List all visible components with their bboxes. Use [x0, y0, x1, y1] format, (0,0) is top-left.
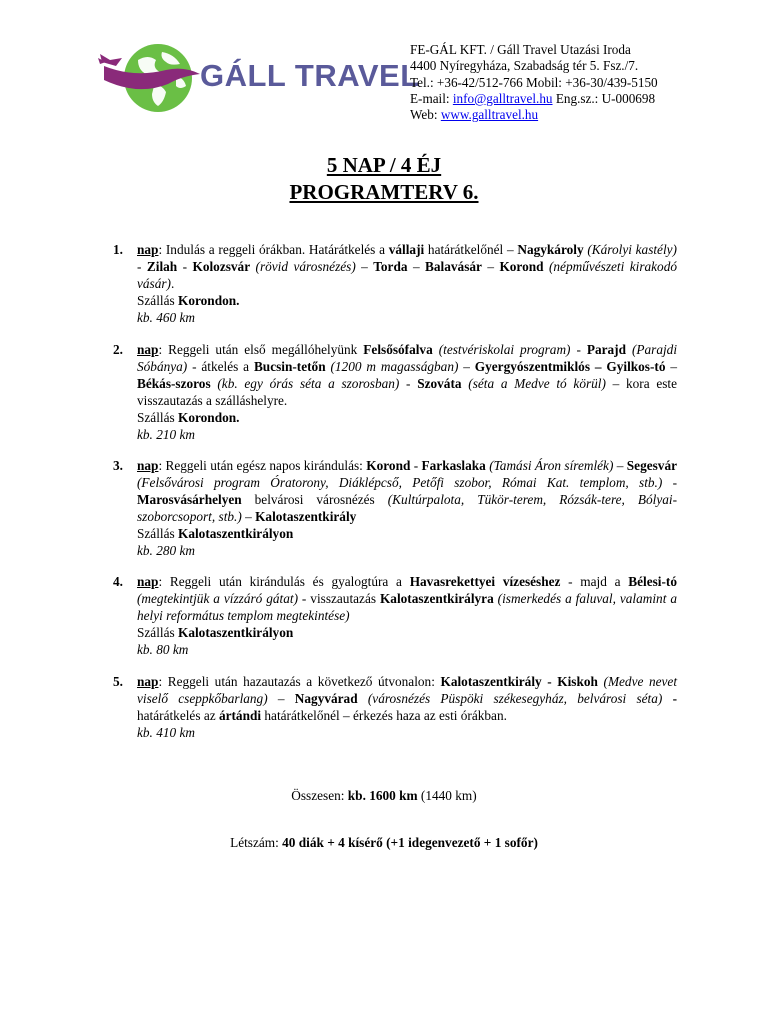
globe-plane-icon [96, 40, 206, 120]
total-label: Összesen: [291, 788, 348, 803]
web-label: Web: [410, 107, 438, 123]
headcount [0, 834, 768, 851]
contact-block [410, 42, 658, 123]
day-distance: kb. 460 km [137, 309, 195, 325]
day-distance: kb. 280 km [137, 542, 195, 558]
email-link[interactable]: info@galltravel.hu [452, 90, 553, 106]
total-distance [0, 787, 768, 804]
day-item [113, 458, 677, 559]
day-number: 4. [113, 574, 123, 589]
day-item [113, 342, 677, 443]
company-name: FE-GÁL KFT. / Gáll Travel Utazási Iroda [410, 42, 631, 57]
company-address: 4400 Nyíregyháza, Szabadság tér 5. Fsz./7. [410, 58, 639, 74]
headcount-value: 40 diák + 4 kísérő (+1 idegenvezető + 1 sofőr) [282, 835, 538, 850]
web-link[interactable]: www.galltravel.hu [440, 107, 539, 123]
headcount-label: Létszám: [230, 835, 283, 850]
company-phone: Tel.: +36-42/512-766 Mobil: +36-30/439-5150 [410, 74, 658, 90]
day-lodging: Szállás Korondon. [137, 409, 240, 425]
document-title [0, 152, 768, 206]
email-line [410, 91, 658, 107]
day-lodging: Szállás Korondon. [137, 292, 240, 308]
day-number: 5. [113, 674, 123, 689]
day-number: 1. [113, 242, 123, 257]
day-distance: kb. 80 km [137, 641, 189, 657]
total-value: kb. 1600 km [347, 788, 418, 803]
galltravel-logo [96, 40, 420, 120]
web-line [410, 107, 658, 123]
total-alt: (1440 km) [417, 788, 477, 803]
license-number: Eng.sz.: U-000698 [555, 90, 656, 106]
title-line-2: PROGRAMTERV 6. [289, 180, 479, 204]
day-description: nap: Reggeli után kirándulás és gyalogtúra a Havasrekettyei vízeséshez - majd a Bélesi-tó (megtekintjük a vízzáró gátat) - visszautazás Kalotaszentkirályra (ismerkedés a faluval, valamint a helyi református templom megtekintése) [137, 574, 677, 623]
day-item [113, 574, 677, 659]
day-distance: kb. 410 km [137, 724, 195, 740]
day-description: nap: Reggeli után első megállóhelyünk Felsősófalva (testvériskolai program) - Parajd (Parajdi Sóbánya) - átkelés a Bucsin-tetőn (1200 m magasságban) – Gyergyószentmiklós – Gyilkos-tó – Békás-szoros (kb. egy órás séta a szorosban) - Szováta (séta a Medve tó körül) – kora este visszautazás a szálláshelyre. [137, 342, 678, 408]
day-item [113, 242, 677, 327]
day-description: nap: Indulás a reggeli órákban. Határátkelés a vállaji határátkelőnél – Nagykároly (Károlyi kastély) - Zilah - Kolozsvár (rövid városnézés) – Torda – Balavásár – Korond (népművészeti kirakodó vásár). [137, 242, 677, 291]
day-number: 2. [113, 342, 123, 357]
brand-name: GÁLL TRAVEL [200, 58, 420, 93]
title-line-1: 5 NAP / 4 ÉJ [326, 153, 442, 177]
day-item [113, 674, 677, 742]
day-lodging: Szállás Kalotaszentkirályon [137, 525, 294, 541]
day-description: nap: Reggeli után egész napos kirándulás: Korond - Farkaslaka (Tamási Áron síremlék) – Segesvár (Felsővárosi program Óratorony, Diáklépcső, Petőfi szobor, Római Kat. templom, stb.) - Marosvásárhelyen belvárosi városnézés (Kultúrpalota, Tükör-terem, Rózsák-tere, Bólyai-szoborcsoport, stb.) – Kalotaszentkirály [137, 458, 678, 524]
day-number: 3. [113, 458, 123, 473]
email-label: E-mail: [410, 90, 450, 106]
day-distance: kb. 210 km [137, 426, 195, 442]
day-lodging: Szállás Kalotaszentkirályon [137, 624, 294, 640]
day-description: nap: Reggeli után hazautazás a következő útvonalon: Kalotaszentkirály - Kiskoh (Medve nevet viselő cseppkőbarlang) – Nagyvárad (városnézés Püspöki székesegyház, belvárosi séta) - határátkelés az ártándi határátkelőnél – érkezés haza az esti órákban. [137, 674, 678, 723]
